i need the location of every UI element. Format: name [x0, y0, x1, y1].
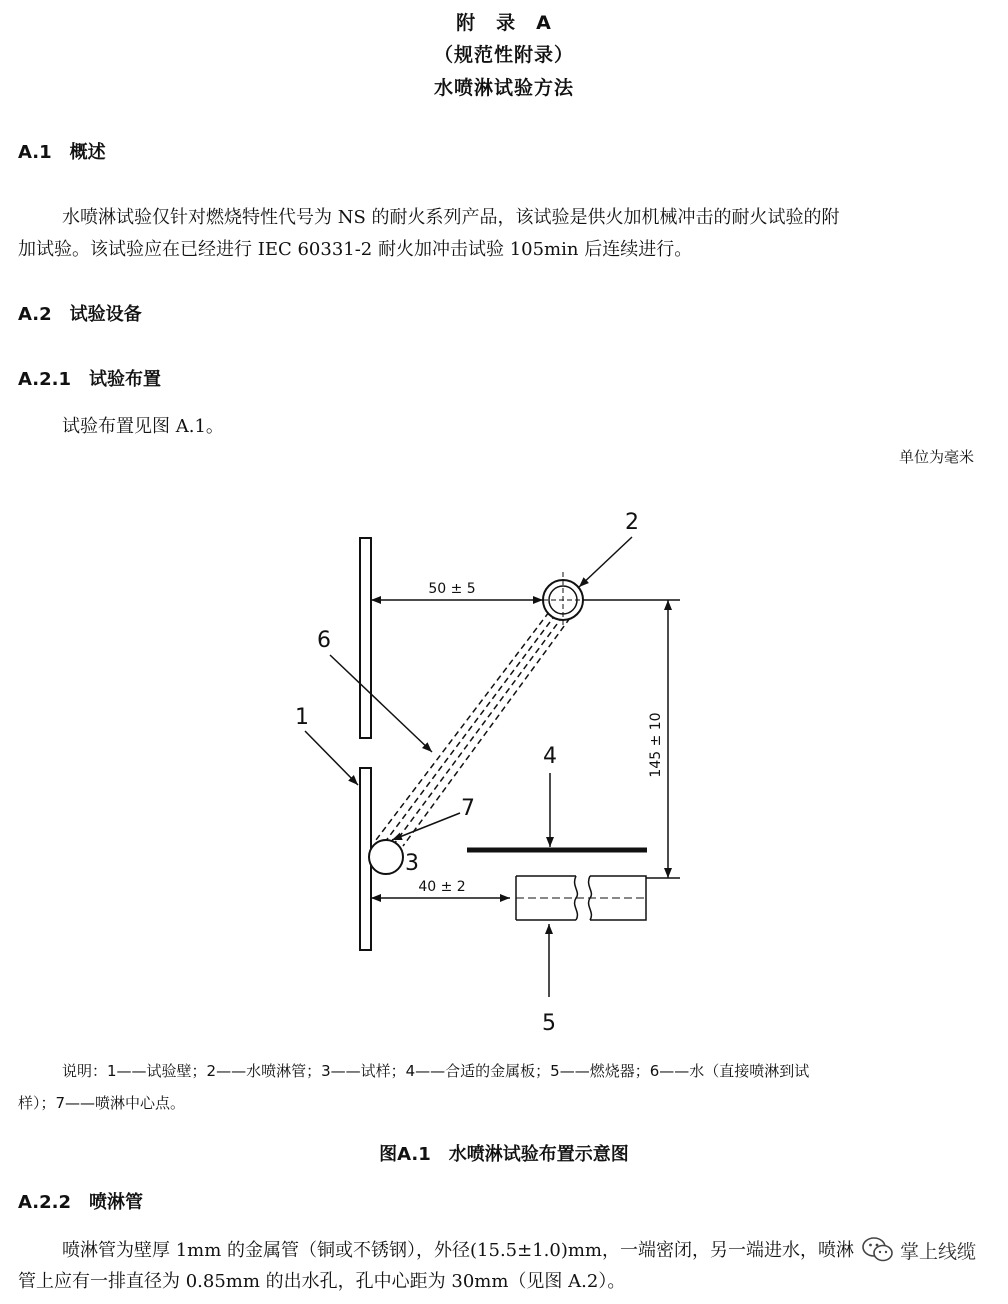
appendix-label: 附 录 A — [456, 12, 552, 34]
unit-note: 单位为毫米 — [898, 448, 974, 466]
watermark — [862, 1236, 976, 1264]
label-7: 7 — [461, 796, 475, 821]
leader-1 — [305, 731, 358, 785]
section-a21-heading: A.2.1 试验布置 — [18, 369, 161, 390]
watermark-text: 掌上线缆 — [900, 1237, 976, 1264]
label-1: 1 — [295, 705, 309, 730]
spray-pipe — [535, 572, 591, 628]
leader-6 — [330, 655, 432, 752]
dimension-40: 40 ± 2 — [418, 879, 466, 895]
test-wall-upper — [360, 538, 371, 738]
wechat-icon — [862, 1236, 894, 1264]
burner — [516, 876, 646, 920]
test-sample — [369, 840, 403, 874]
section-a1-para-line2: 加试验。该试验应在已经进行 IEC 60331-2 耐火加冲击试验 105min 后连续进行。 — [18, 239, 693, 260]
label-4: 4 — [543, 744, 557, 769]
section-a1-para-line1: 水喷淋试验仅针对燃烧特性代号为 NS 的耐火系列产品，该试验是供火加机械冲击的耐火试验的附 — [62, 207, 840, 228]
leader-7 — [392, 813, 460, 840]
section-a22-heading: A.2.2 喷淋管 — [18, 1192, 143, 1213]
figure-legend-line1: 说明：1——试验壁；2——水喷淋管；3——试样；4——合适的金属板；5——燃烧器；6——水（直接喷淋到试 — [62, 1062, 810, 1080]
label-6: 6 — [317, 628, 331, 653]
section-a2-heading: A.2 试验设备 — [18, 304, 142, 325]
figure-caption: 图A.1 水喷淋试验布置示意图 — [379, 1144, 629, 1165]
figure-legend-line2: 样）；7——喷淋中心点。 — [18, 1094, 186, 1112]
label-3: 3 — [405, 851, 419, 876]
appendix-title: 水喷淋试验方法 — [433, 77, 574, 99]
appendix-type: （规范性附录） — [433, 44, 574, 66]
section-a22-para-line2: 管上应有一排直径为 0.85mm 的出水孔，孔中心距为 30mm（见图 A.2）。 — [18, 1271, 626, 1292]
leader-2 — [579, 537, 632, 587]
dimension-50: 50 ± 5 — [428, 581, 476, 597]
section-a1-heading: A.1 概述 — [18, 142, 106, 163]
label-5: 5 — [542, 1011, 556, 1036]
label-2: 2 — [625, 510, 639, 535]
section-a22-para-line1: 喷淋管为壁厚 1mm 的金属管（铜或不锈钢），外径(15.5±1.0)mm，一端密闭，另一端进水，喷淋 — [62, 1240, 854, 1261]
section-a21-para: 试验布置见图 A.1。 — [62, 416, 224, 437]
dimension-145: 145 ± 10 — [648, 712, 664, 778]
